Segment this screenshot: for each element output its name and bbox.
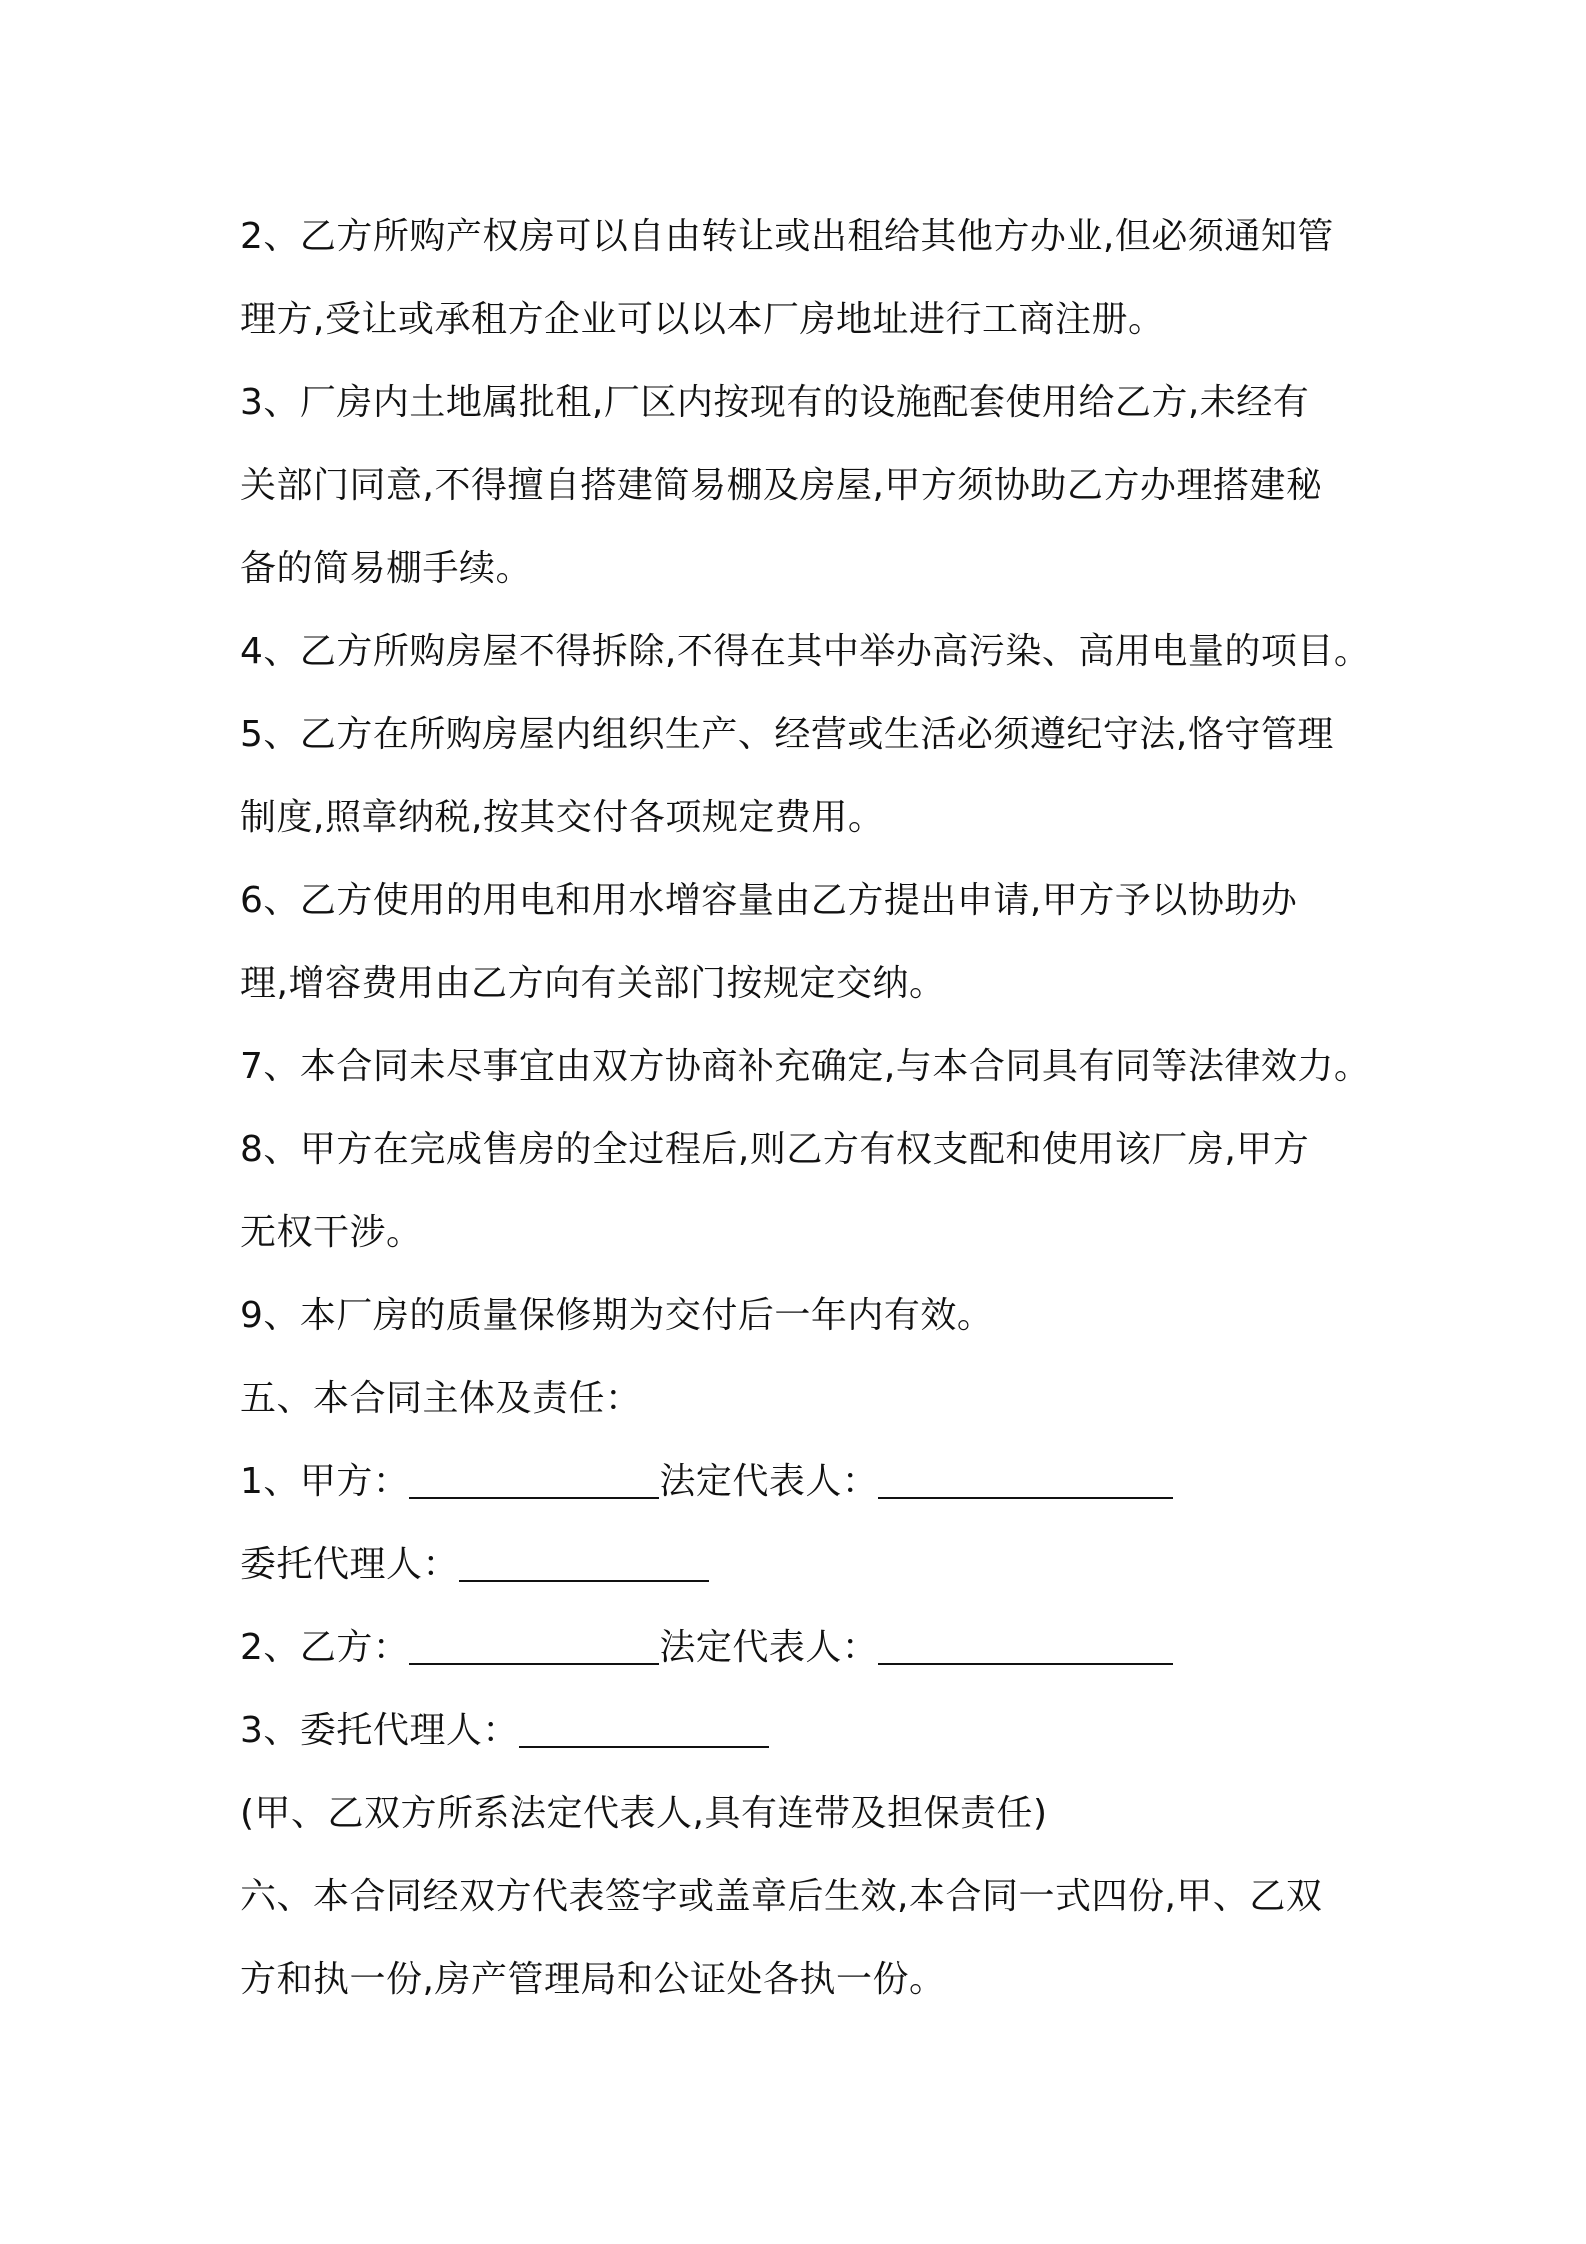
party-a-rep-label: 法定代表人： [659, 1461, 879, 1502]
party-b-agent-blank[interactable] [519, 1712, 769, 1748]
section-heading: 五、本合同主体及责任： [240, 1378, 642, 1419]
text-line: 备的简易棚手续。 [240, 548, 533, 589]
party-b-label: 2、乙方： [240, 1627, 410, 1668]
party-a-blank[interactable] [409, 1463, 659, 1499]
party-a-agent-row [240, 1523, 1370, 1606]
text-line: 制度,照章纳税,按其交付各项规定费用。 [240, 797, 885, 838]
closing-line: 六、本合同经双方代表签字或盖章后生效,本合同一式四份,甲、乙双 [240, 1876, 1323, 1917]
party-b-agent-row [240, 1689, 1370, 1772]
text-line: 2、乙方所购产权房可以自由转让或出租给其他方办业,但必须通知管 [240, 216, 1334, 257]
party-a-rep-blank[interactable] [878, 1463, 1173, 1499]
text-line: 3、厂房内土地属批租,厂区内按现有的设施配套使用给乙方,未经有 [240, 382, 1310, 423]
text-line: 9、本厂房的质量保修期为交付后一年内有效。 [240, 1295, 994, 1336]
text-line: 4、乙方所购房屋不得拆除,不得在其中举办高污染、高用电量的项目。 [240, 631, 1371, 672]
party-b-blank[interactable] [409, 1629, 659, 1665]
text-line: 6、乙方使用的用电和用水增容量由乙方提出申请,甲方予以协助办 [240, 880, 1298, 921]
closing-line: 方和执一份,房产管理局和公证处各执一份。 [240, 1959, 946, 2000]
party-a-label: 1、甲方： [240, 1461, 410, 1502]
party-a-agent-blank[interactable] [459, 1546, 709, 1582]
text-line: 无权干涉。 [240, 1212, 423, 1253]
party-b-rep-label: 法定代表人： [659, 1627, 879, 1668]
text-line: 5、乙方在所购房屋内组织生产、经营或生活必须遵纪守法,恪守管理 [240, 714, 1334, 755]
party-a-row [240, 1440, 1370, 1523]
party-a-agent-label: 委托代理人： [240, 1544, 460, 1585]
party-b-rep-blank[interactable] [878, 1629, 1173, 1665]
text-line: 8、甲方在完成售房的全过程后,则乙方有权支配和使用该厂房,甲方 [240, 1129, 1310, 1170]
text-line: 关部门同意,不得擅自搭建简易棚及房屋,甲方须协助乙方办理搭建秘 [240, 465, 1323, 506]
text-line: 理方,受让或承租方企业可以以本厂房地址进行工商注册。 [240, 299, 1165, 340]
contract-body [240, 195, 1370, 2021]
text-line: 理,增容费用由乙方向有关部门按规定交纳。 [240, 963, 946, 1004]
liability-note: (甲、乙双方所系法定代表人,具有连带及担保责任) [240, 1793, 1048, 1834]
party-b-row [240, 1606, 1370, 1689]
party-b-agent-label: 3、委托代理人： [240, 1710, 519, 1751]
text-line: 7、本合同未尽事宜由双方协商补充确定,与本合同具有同等法律效力。 [240, 1046, 1371, 1087]
